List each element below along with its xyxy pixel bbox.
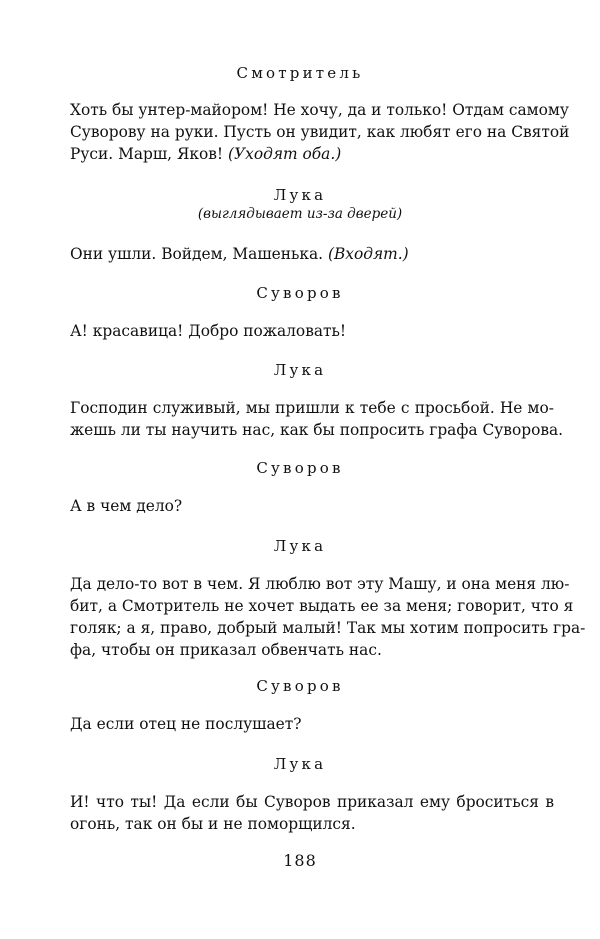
text-line	[70, 143, 554, 165]
text-line: фа, чтобы он приказал обвенчать нас.	[70, 641, 382, 659]
text-line: Да если отец не послушает?	[70, 715, 302, 733]
speaker-name: Смотритель	[236, 64, 364, 82]
text-line: жешь ли ты научить нас, как бы попросить графа Суворова.	[70, 421, 564, 439]
dialogue-text: Руси. Марш, Яков!	[70, 145, 229, 163]
text-line: бит, а Смотритель не хочет выдать ее за меня; говорит, что я	[70, 597, 574, 615]
stage-direction: (Уходят оба.)	[228, 145, 342, 163]
dialogue-paragraph	[70, 243, 554, 265]
text-line	[70, 243, 554, 265]
dialogue-text: Они ушли. Войдем, Машенька.	[70, 245, 328, 263]
dialogue-paragraph	[70, 791, 554, 835]
speaker-name: Лука	[273, 361, 327, 379]
dialogue-paragraph	[70, 397, 564, 441]
dialogue-paragraph	[70, 713, 554, 735]
text-line: огонь, так он бы и не поморщился.	[70, 815, 356, 833]
page-number: 188	[283, 851, 317, 870]
dialogue-paragraph	[70, 495, 554, 517]
text-line: И! что ты! Да если бы Суворов приказал ему броситься в	[70, 793, 554, 811]
text-line: Господин служивый, мы пришли к тебе с просьбой. Не мо-	[70, 399, 554, 417]
text-line: голяк; а я, право, добрый малый! Так мы хотим попросить гра-	[70, 619, 586, 637]
text-line: Да дело-то вот в чем. Я люблю вот эту Машу, и она меня лю-	[70, 575, 570, 593]
speaker-name: Лука	[273, 186, 327, 204]
speaker-name: Лука	[273, 537, 327, 555]
text-line: А в чем дело?	[70, 497, 183, 515]
text-line: Хоть бы унтер-майором! Не хочу, да и только! Отдам самому	[70, 101, 569, 119]
text-line: Суворову на руки. Пусть он увидит, как любят его на Святой	[70, 123, 570, 141]
text-line: А! красавица! Добро пожаловать!	[70, 322, 347, 340]
speaker-name: Суворов	[256, 459, 344, 477]
stage-direction: (выглядывает из-за дверей)	[197, 206, 403, 222]
dialogue-paragraph	[70, 99, 570, 165]
dialogue-paragraph	[70, 573, 586, 661]
dialogue-paragraph	[70, 320, 554, 342]
speaker-name: Суворов	[256, 677, 344, 695]
stage-direction: (Входят.)	[327, 245, 409, 263]
speaker-name: Лука	[273, 755, 327, 773]
speaker-name: Суворов	[256, 284, 344, 302]
